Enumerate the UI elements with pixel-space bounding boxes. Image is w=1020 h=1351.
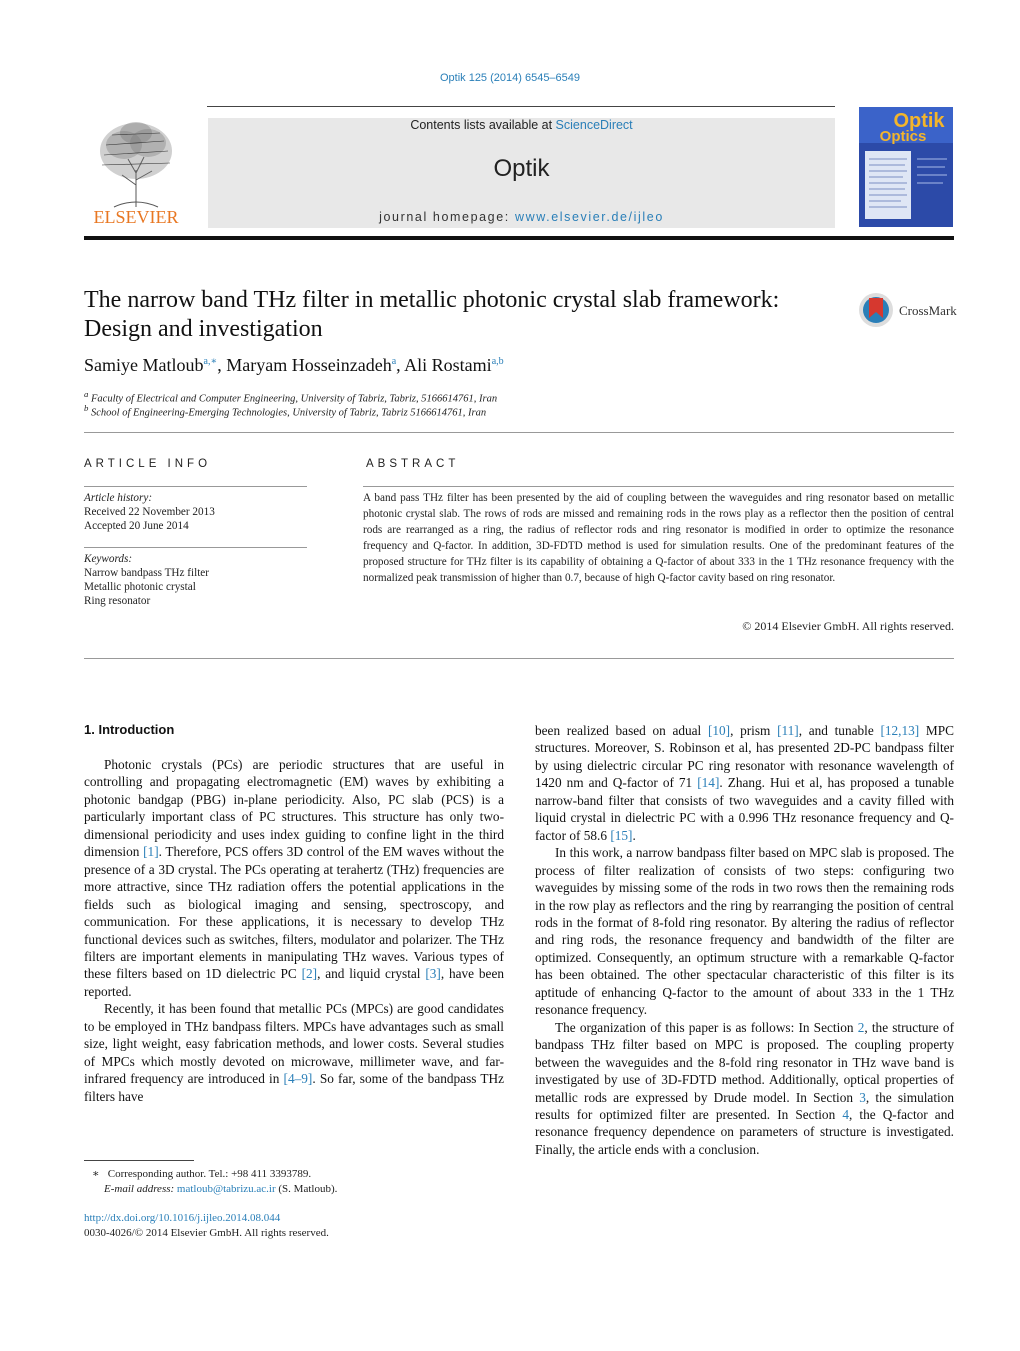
paragraph-text: . [632, 827, 636, 843]
paragraph-text: , and tunable [798, 723, 881, 738]
history-label: Article history: [84, 492, 153, 504]
author-affiliation-mark[interactable]: a,∗ [203, 356, 218, 367]
paragraph-text: , the Q-factor and resonance frequency dependence on parameters of structure is investigated. Finally, the article ends with a conclusion. [535, 1106, 954, 1157]
reference-link[interactable]: [14] [697, 775, 720, 791]
keywords-rule [84, 547, 307, 548]
keyword: Ring resonator [84, 595, 151, 607]
author-name: Maryam Hosseinzadeh [226, 355, 392, 375]
article-info-rule [84, 486, 307, 487]
keywords-block [84, 552, 307, 608]
author-list [84, 355, 784, 376]
paragraph-text: , the simulation results for optimized filter are presented. In Section [535, 1089, 954, 1122]
section-link[interactable]: 4 [842, 1106, 849, 1122]
affiliation-text: Faculty of Electrical and Computer Engineering, University of Tabriz, Tabriz, 5166614761, Iran [91, 393, 498, 405]
paragraph-text: . So far, some of the bandpass THz filters have [84, 1071, 504, 1104]
reference-link[interactable]: [2] [301, 966, 318, 982]
paragraph-text: Recently, it has been found that metallic PCs (MPCs) are good candidates to be employed in THz bandpass filters. MPCs have advantages such as small size, light weight, easy fabrication methods, and lower costs. Several studies of MPCs which mostly devoted on microwave, millimeter wave, and far-infrared frequency are introduced in [84, 1001, 504, 1087]
footnote-corresponding [92, 1167, 504, 1182]
crossmark-label: CrossMark [899, 303, 957, 318]
publication-info [84, 1211, 504, 1241]
paragraph-text: Photonic crystals (PCs) are periodic structures that are useful in controlling and propagating electromagnetic (EM) waves by exhibiting a photonic bandgap (PBG) in-plane periodicity. Also, PC slab (PCS) is a particularly important class of PC structures. This structure has only two-dimensional periodicity and uses index guiding to confine light in the third dimension [84, 757, 504, 860]
author-name: Ali Rostami [404, 355, 492, 375]
header-thick-rule [84, 236, 954, 240]
keyword: Narrow bandpass THz filter [84, 567, 209, 579]
journal-citation[interactable]: Optik 125 (2014) 6545–6549 [439, 72, 581, 84]
keyword: Metallic photonic crystal [84, 581, 196, 593]
paragraph [535, 1019, 954, 1159]
footnote-email [92, 1182, 504, 1197]
contents-prefix: Contents lists available at [410, 118, 556, 132]
section-heading: 1. Introduction [84, 722, 175, 737]
article-history [84, 491, 307, 533]
reference-link[interactable]: [4–9] [283, 1071, 313, 1087]
journal-cover-thumbnail[interactable] [859, 107, 953, 227]
sciencedirect-link[interactable]: ScienceDirect [555, 118, 633, 132]
email-link[interactable]: matloub@tabrizu.ac.ir [176, 1183, 276, 1195]
reference-link[interactable]: [11] [777, 723, 799, 738]
corresponding-author: Corresponding author. Tel.: +98 411 3393789. [107, 1168, 312, 1180]
received-date: Received 22 November 2013 [84, 506, 215, 518]
author-name: Samiye Matloub [84, 355, 204, 375]
doi-link[interactable]: http://dx.doi.org/10.1016/j.ijleo.2014.08.044 [84, 1212, 281, 1224]
article-title: The narrow band THz filter in metallic photonic crystal slab framework: Design and investigation [84, 287, 780, 342]
paragraph [535, 844, 954, 1019]
paragraph [84, 756, 504, 1000]
keywords-label: Keywords: [84, 553, 133, 565]
article-info-heading: ARTICLE INFO [84, 458, 212, 470]
paragraph-text: , prism [730, 723, 778, 738]
paragraph [535, 722, 954, 844]
affiliation-b [84, 403, 784, 419]
section-link[interactable]: 2 [857, 1019, 865, 1035]
paragraph-text: , have been reported. [84, 966, 504, 999]
author-separator: , [217, 355, 227, 375]
cover-subtitle: Optics [879, 128, 927, 145]
issn-line: 0030-4026/© 2014 Elsevier GmbH. All rights reserved. [84, 1227, 329, 1239]
elsevier-tree-icon [84, 115, 188, 227]
reference-link[interactable]: [10] [707, 723, 731, 738]
paragraph [84, 1000, 504, 1105]
abstract-rule [363, 486, 954, 487]
abstract-text: A band pass THz filter has been presented by the aid of coupling between the waveguides and ring resonator based on metallic photonic crystal slab. The rows of rods are missed and remaining rods in the rows play as a reflector then the position of central rods are rearranged as a ring, the radius of reflector rods and ring resonator is modified in order to optimize the resonance frequency and Q-factor. In addition, 3D-FDTD method is used for simulation results. One of the predominant features of the proposed structure for THz filter is its capability of obtaining a Q-factor of about 333 in the 1 THz resonance frequency with the normalized peak transmission of higher than 0.7, because of high Q-factor cavity based on ring resonator. [363, 492, 954, 584]
journal-name: Optik [493, 155, 550, 182]
reference-link[interactable]: [12,13] [880, 723, 920, 738]
homepage-link[interactable]: www.elsevier.de/ijleo [514, 210, 664, 224]
elsevier-wordmark: ELSEVIER [93, 207, 179, 227]
section-link[interactable]: 3 [859, 1089, 866, 1105]
author-affiliation-mark[interactable]: a,b [491, 356, 504, 367]
author-separator: , [396, 355, 405, 375]
accepted-date: Accepted 20 June 2014 [84, 520, 189, 532]
paragraph-text: . Therefore, PCS offers 3D control of the EM waves without the presence of a 3D crystal. The PCs operating at terahertz (THz) frequencies are more attractive, since THz radiation offers the potential applications in the fields such as biological imaging and sensing, spectroscopy, and communication. For these applications, it is necessary to develop THz functional devices such as switches, filters, modulator and polarizer. The THz filters are important elements in manipulating THz waves. Various types of these filters based on 1D dielectric PC [84, 844, 504, 982]
reference-link[interactable]: [3] [425, 966, 441, 982]
abstract-copyright: © 2014 Elsevier GmbH. All rights reserved. [742, 619, 954, 633]
affiliation-text: School of Engineering-Emerging Technologies, University of Tabriz, Tabriz 5166614761, Iran [91, 407, 487, 419]
cover-title: Optik [893, 110, 945, 132]
journal-homepage [208, 210, 835, 224]
affiliation-mark: b [84, 403, 89, 413]
paragraph-text: MPC structures. Moreover, S. Robinson et al, has presented 2D-PC bandpass filter by using dielectric circular PC ring resonator with resonance wavelength of 1420 nm and Q-factor of 71 [535, 723, 954, 791]
email-suffix: (S. Matloub). [275, 1183, 338, 1195]
header-rule [207, 106, 835, 107]
footnote-mark: ∗ [92, 1168, 100, 1180]
affiliation-mark: a [84, 389, 89, 399]
title-divider [84, 432, 954, 433]
paragraph-text: , and liquid crystal [317, 966, 426, 982]
paragraph-text: been realized based on adual [535, 723, 708, 738]
footnote [92, 1167, 504, 1197]
homepage-prefix: journal homepage: [379, 210, 515, 224]
abstract-divider [84, 658, 954, 659]
author-affiliation-mark[interactable]: a [391, 356, 397, 367]
crossmark-icon [858, 290, 958, 330]
elsevier-logo[interactable] [84, 115, 188, 227]
crossmark-badge[interactable] [858, 290, 958, 330]
journal-cover-image [859, 107, 953, 227]
body-right-column [535, 722, 954, 1158]
footnote-rule [84, 1160, 194, 1161]
body-left-column [84, 756, 504, 1105]
paragraph-text: . Zhang. Hui et al, has proposed a tunable narrow-band filter that consists of two waveguides and a cavity filled with liquid crystal in dielectric PC with a 0.996 THz resonance frequency and Q-factor of 58.6 [535, 775, 954, 843]
abstract-heading: ABSTRACT [366, 458, 460, 470]
paragraph-text: , the structure of bandpass THz filter based on MPC is proposed. The coupling property between the waveguides and the 8-fold ring resonator in THz wave band is investigated by use of 3D-FDTD method. Additionally, optical properties of metallic rods are expressed by Drude model. In Section [535, 1019, 954, 1105]
reference-link[interactable]: [15] [610, 827, 633, 843]
reference-link[interactable]: [1] [143, 844, 159, 860]
contents-line [208, 118, 835, 132]
paragraph-text: In this work, a narrow bandpass filter based on MPC slab is proposed. The process of filter realization of consists of two steps: configuring two waveguides by missing some of the rods in two rows then the remaining rods in the row play as reflectors and the ring by rearranging the position of central rods in the format of 8-fold ring resonator. By altering the radius of reflector and ring rods, the resonance frequency and bandwidth of the filter are optimized. Consequently, an optimum structure with a remarkable Q-factor has been obtained. The other spectacular characteristic of this filter is its aptitude of enhancing Q-factor to the amount of about 333 in the 1 THz resonance frequency. [535, 845, 954, 1018]
paragraph-text: The organization of this paper is as follows: In Section [555, 1019, 858, 1035]
email-label: E-mail address: [104, 1183, 177, 1195]
